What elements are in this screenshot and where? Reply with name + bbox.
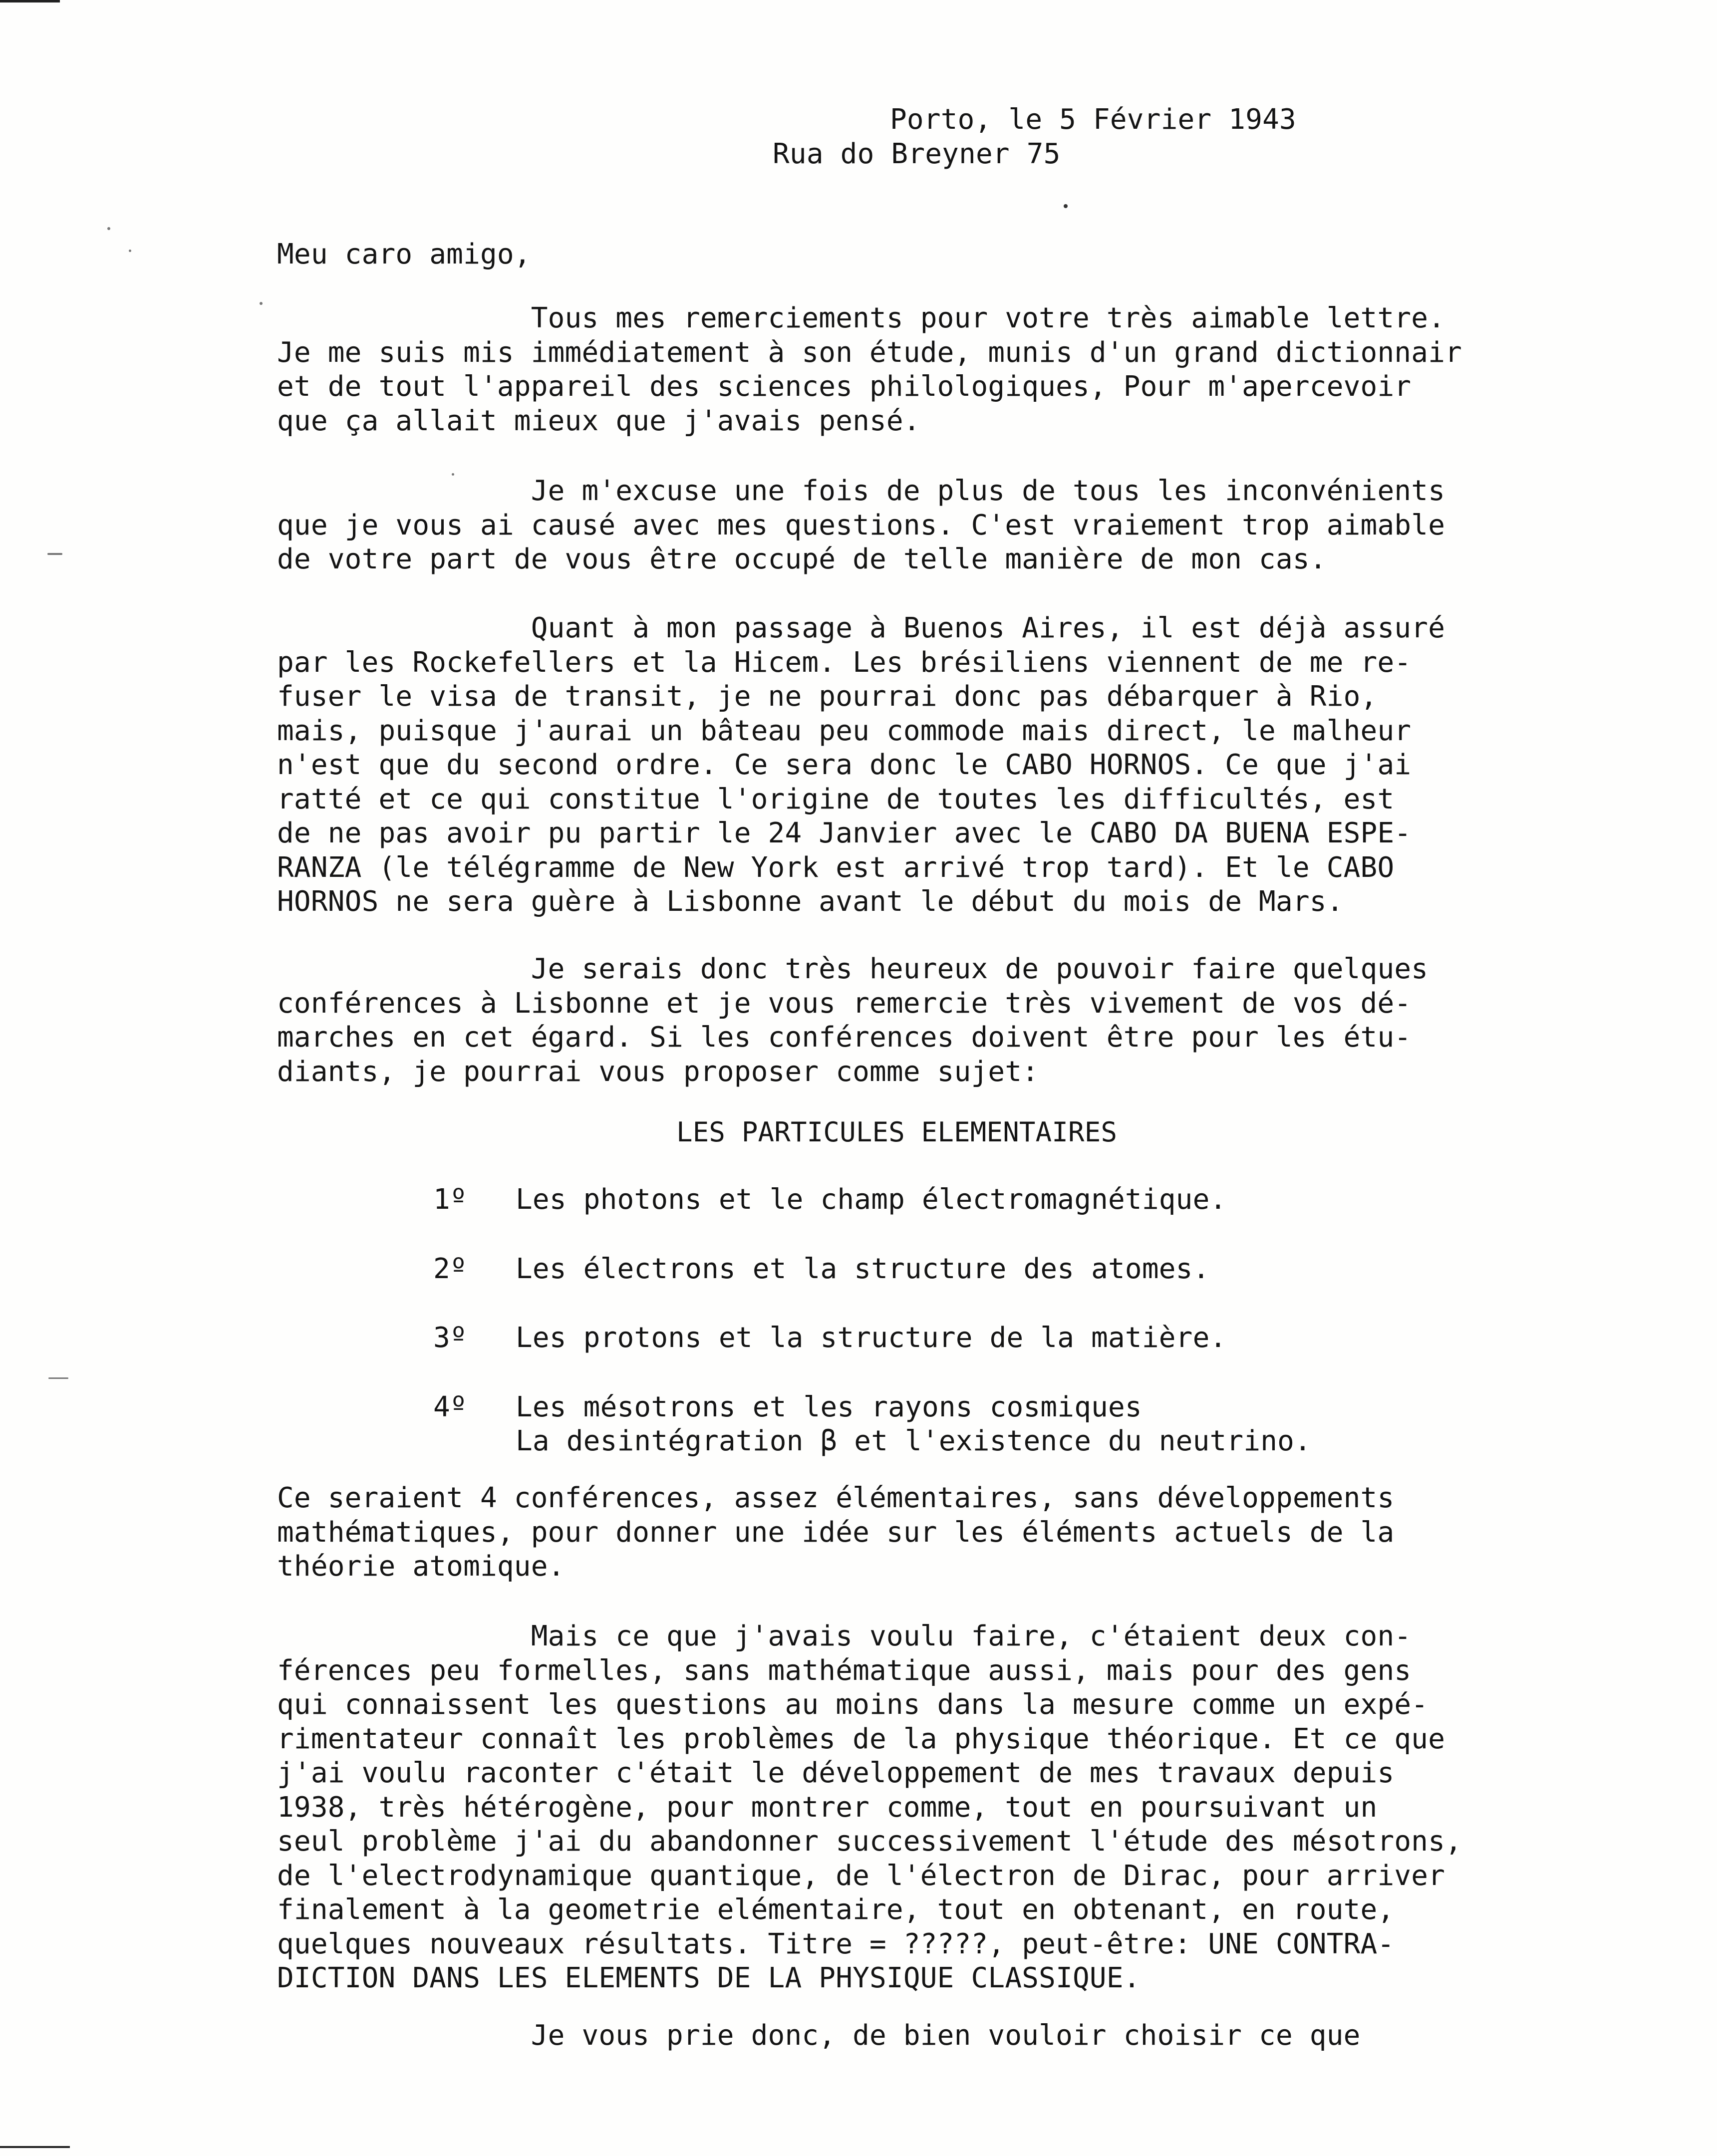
text-line: Quant à mon passage à Buenos Aires, il est déjà assuré (277, 612, 1445, 644)
list-item-number: 3º (433, 1322, 467, 1354)
paragraph-thanks (277, 301, 1462, 438)
ink-speck (48, 1377, 68, 1379)
text-line: de ne pas avoir pu partir le 24 Janvier avec le CABO DA BUENA ESPE- (277, 817, 1412, 849)
text-line: 1938, très hétérogène, pour montrer comme, tout en poursuivant un (277, 1791, 1378, 1824)
text-line: ratté et ce qui constitue l'origine de toutes les difficultés, est (277, 783, 1395, 815)
scan-edge-mark-bottom (0, 2146, 70, 2148)
paragraph-travel (277, 611, 1445, 919)
text-line: Je m'excuse une fois de plus de tous les inconvénients (277, 475, 1445, 507)
ink-speck (129, 250, 131, 252)
salutation: Meu caro amigo, (277, 238, 531, 270)
ink-speck (1064, 204, 1068, 208)
text-line: et de tout l'appareil des sciences philologiques, Pour m'apercevoir (277, 370, 1412, 403)
paragraph-apology (277, 474, 1445, 577)
text-line: que ça allait mieux que j'avais pensé. (277, 404, 920, 437)
address-line: Rua do Breyner 75 (773, 137, 1061, 170)
list-item-text: La desintégration β et l'existence du neutrino. (516, 1425, 1311, 1457)
text-line: férences peu formelles, sans mathématique aussi, mais pour des gens (277, 1654, 1412, 1687)
text-line: qui connaissent les questions au moins dans la mesure comme un expé- (277, 1688, 1429, 1721)
text-line: marches en cet égard. Si les conférences doivent être pour les étu- (277, 1021, 1412, 1054)
ink-speck (260, 302, 263, 305)
lecture-series-title: LES PARTICULES ELEMENTAIRES (676, 1116, 1118, 1148)
list-item-text: Les photons et le champ électromagnétique. (516, 1183, 1227, 1216)
ink-speck (47, 553, 62, 555)
list-item (433, 1321, 1311, 1355)
text-line: Je vous prie donc, de bien vouloir choisir ce que (277, 2019, 1361, 2052)
text-line: conférences à Lisbonne et je vous remercie très vivement de vos dé- (277, 987, 1412, 1020)
text-line: diants, je pourrai vous proposer comme sujet: (277, 1055, 1039, 1088)
text-line: mathématiques, pour donner une idée sur les éléments actuels de la (277, 1516, 1395, 1549)
text-line: HORNOS ne sera guère à Lisbonne avant le début du mois de Mars. (277, 885, 1344, 918)
lecture-list (433, 1183, 1311, 1459)
text-line: n'est que du second ordre. Ce sera donc le CABO HORNOS. Ce que j'ai (277, 749, 1412, 781)
list-item (433, 1390, 1311, 1459)
letter-header (773, 103, 1296, 171)
text-line: théorie atomique. (277, 1550, 565, 1583)
text-line: j'ai voulu raconter c'était le développement de mes travaux depuis (277, 1757, 1395, 1789)
paragraph-summary (277, 1481, 1394, 1584)
text-line: RANZA (le télégramme de New York est arrivé trop tard). Et le CABO (277, 851, 1395, 884)
text-line: rimentateur connaît les problèmes de la physique théorique. Et ce que (277, 1722, 1445, 1755)
list-item-number: 4º (433, 1390, 467, 1423)
text-line: de votre part de vous être occupé de telle manière de mon cas. (277, 543, 1327, 575)
list-item (433, 1183, 1311, 1217)
text-line: Mais ce que j'avais voulu faire, c'étaient deux con- (277, 1620, 1412, 1652)
list-item-text: Les électrons et la structure des atomes. (516, 1252, 1210, 1285)
text-line: seul problème j'ai du abandonner successivement l'étude des mésotrons, (277, 1825, 1462, 1858)
text-line: mais, puisque j'aurai un bâteau peu commode mais direct, le malheur (277, 714, 1412, 747)
paragraph-conferences (277, 952, 1428, 1089)
text-line: finalement à la geometrie elémentaire, tout en obtenant, en route, (277, 1893, 1395, 1926)
paragraph-closing (277, 2019, 1361, 2053)
text-line: Ce seraient 4 conférences, assez élémentaires, sans développements (277, 1482, 1395, 1514)
paragraph-alternative (277, 1619, 1462, 1996)
text-line: de l'electrodynamique quantique, de l'électron de Dirac, pour arriver (277, 1859, 1445, 1892)
text-line: quelques nouveaux résultats. Titre = ?????, peut-être: UNE CONTRA- (277, 1927, 1395, 1960)
list-item-number: 1º (433, 1183, 467, 1216)
ink-speck (107, 227, 110, 230)
text-line: fuser le visa de transit, je ne pourrai donc pas débarquer à Rio, (277, 680, 1378, 713)
text-line: Je serais donc très heureux de pouvoir faire quelques (277, 953, 1429, 985)
text-line: Tous mes remerciements pour votre très aimable lettre. (277, 302, 1445, 334)
date-line: Porto, le 5 Février 1943 (890, 103, 1296, 136)
text-line: DICTION DANS LES ELEMENTS DE LA PHYSIQUE CLASSIQUE. (277, 1962, 1141, 1994)
scan-edge-mark-top (0, 0, 60, 2)
list-item-number: 2º (433, 1252, 467, 1285)
list-item (433, 1252, 1311, 1287)
text-line: Je me suis mis immédiatement à son étude, munis d'un grand dictionnair (277, 336, 1462, 369)
text-line: par les Rockefellers et la Hicem. Les brésiliens viennent de me re- (277, 646, 1412, 679)
list-item-text: Les mésotrons et les rayons cosmiques (516, 1390, 1142, 1423)
text-line: que je vous ai causé avec mes questions. C'est vraiement trop aimable (277, 509, 1445, 541)
list-item-text: Les protons et la structure de la matière. (516, 1322, 1227, 1354)
